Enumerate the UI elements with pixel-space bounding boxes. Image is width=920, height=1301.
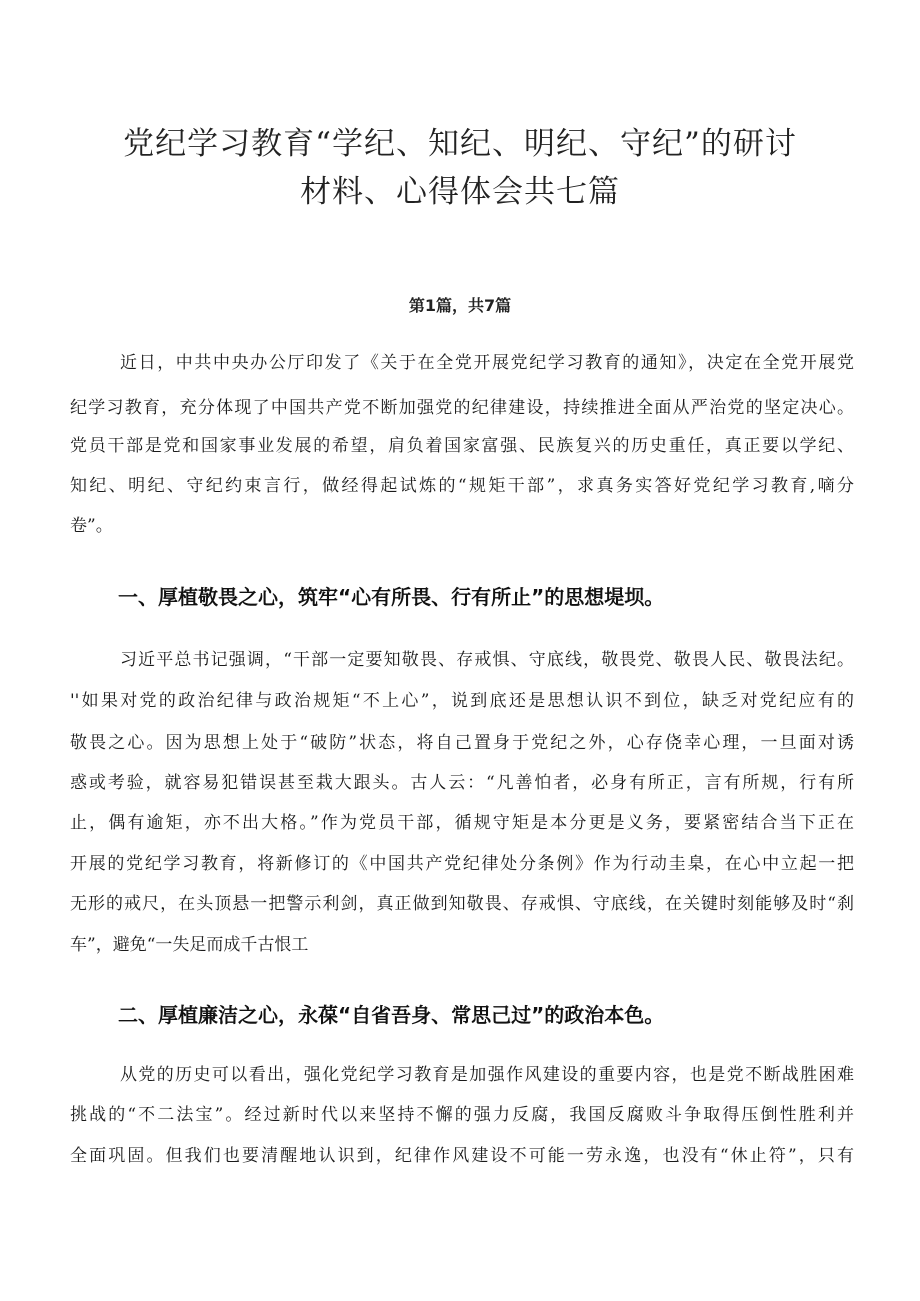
- intro-line: 近日，中共中央办公厅印发了《关于在全党开展党纪学习教育的通知》，决定在全党开展党: [120, 353, 854, 373]
- intro-line: 纪学习教育，充分体现了中国共产党不断加强党的纪律建设，持续推进全面从严治党的坚定决心。: [70, 398, 854, 418]
- paragraph-line: 从党的历史可以看出，强化党纪学习教育是加强作风建设的重要内容，也是党不断战胜困难: [120, 1065, 854, 1085]
- paragraph-line: 开展的党纪学习教育，将新修订的《中国共产党纪律处分条例》作为行动圭臬，在心中立起一把: [70, 854, 854, 874]
- paragraph-line: 无形的戒尺，在头顶悬一把警示利剑，真正做到知敬畏、存戒惧、守底线，在关键时刻能够及时“刹: [70, 894, 854, 914]
- paragraph-line: 车”，避免“一失足而成千古恨工: [70, 935, 309, 955]
- paragraph-line: 全面巩固。但我们也要清醒地认识到，纪律作风建设不可能一劳永逸，也没有“休止符”，只有: [70, 1146, 854, 1166]
- paragraph-line: 止，偶有逾矩，亦不出大格。”作为党员干部，循规守矩是本分更是义务，要紧密结合当下正在: [70, 813, 854, 833]
- intro-line: 卷”。: [70, 516, 113, 536]
- paragraph-line: ''如果对党的政治纪律与政治规矩“不上心”，说到底还是思想认识不到位，缺乏对党纪应有的: [70, 691, 854, 711]
- section-number: 第1篇，共7篇: [408, 296, 512, 315]
- intro-line: 党员干部是党和国家事业发展的希望，肩负着国家富强、民族复兴的历史重任，真正要以学纪、: [70, 436, 854, 456]
- intro-line: 知纪、明纪、守纪约束言行，做经得起试炼的“规矩干部”，求真务实答好党纪学习教育,嘀分: [70, 476, 854, 496]
- paragraph-line: 挑战的“不二法宝”。经过新时代以来坚持不懈的强力反腐，我国反腐败斗争取得压倒性胜利并: [70, 1105, 854, 1125]
- document-title-line-1: 党纪学习教育“学纪、知纪、明纪、守纪”的研讨: [123, 126, 797, 162]
- paragraph-line: 习近平总书记强调，“干部一定要知敬畏、存戒惧、守底线，敬畏党、敬畏人民、敬畏法纪。: [120, 650, 854, 670]
- section-heading-2: 二、厚植廉洁之心，永葆“自省吾身、常思己过”的政治本色。: [118, 1003, 665, 1027]
- section-heading-1: 一、厚植敬畏之心，筑牢“心有所畏、行有所止”的思想堤坝。: [118, 585, 665, 609]
- paragraph-line: 惑或考验，就容易犯错误甚至栽大跟头。古人云：“凡善怕者，必身有所正，言有所规，行有所: [70, 773, 854, 793]
- document-title-line-2: 材料、心得体会共七篇: [300, 174, 620, 210]
- paragraph-line: 敬畏之心。因为思想上处于“破防”状态，将自己置身于党纪之外，心存侥幸心理，一旦面对诱: [70, 733, 854, 753]
